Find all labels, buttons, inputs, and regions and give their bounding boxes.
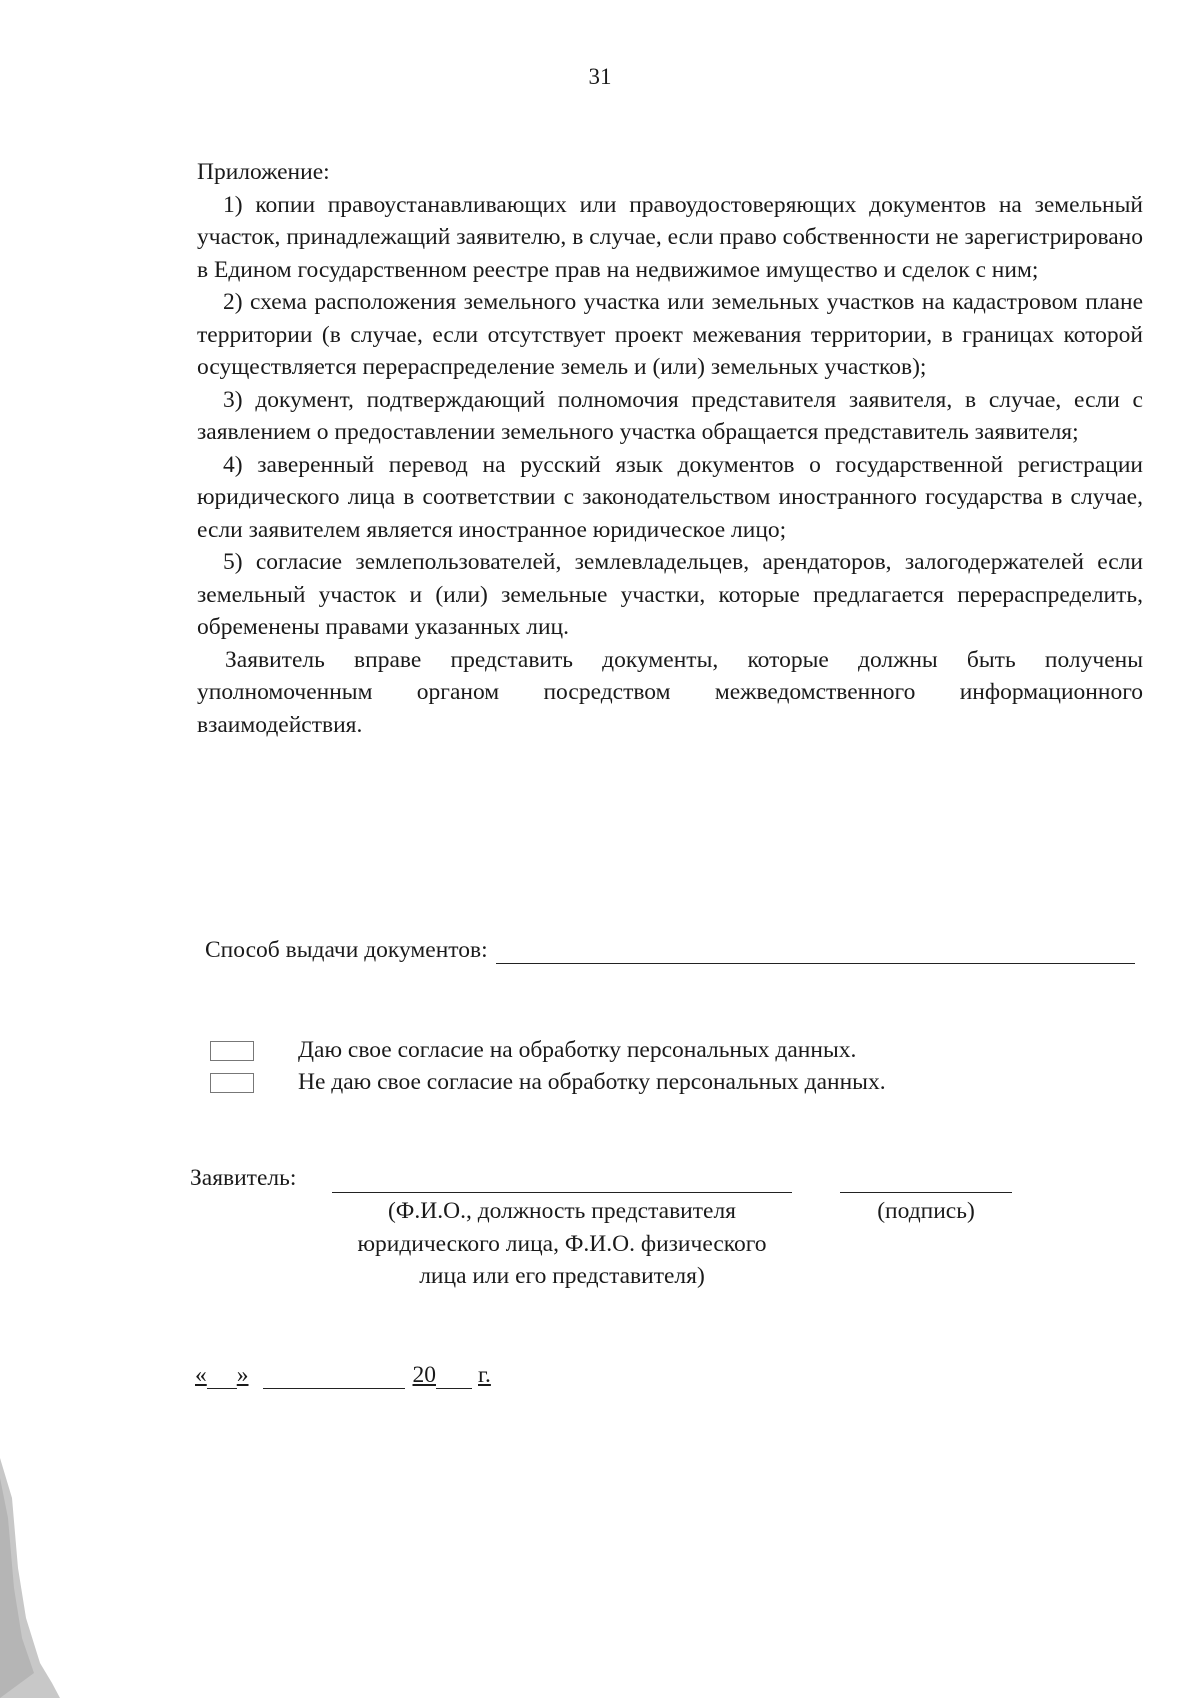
- consent-agree-label: Даю свое согласие на обработку персональных данных.: [298, 1037, 857, 1063]
- applicant-fio-field[interactable]: [332, 1192, 792, 1193]
- delivery-method-row: [205, 937, 1135, 964]
- date-year-suffix: г.: [478, 1362, 491, 1388]
- attachments-note: Заявитель вправе представить документы, которые должны быть получены уполномоченным органом посредством межведомственного информационного взаимодействия.: [197, 646, 1143, 738]
- date-year-prefix: 20: [412, 1362, 436, 1388]
- date-day-field[interactable]: [207, 1366, 237, 1389]
- consent-disagree-row: [210, 1069, 886, 1096]
- applicant-fio-caption: (Ф.И.О., должность представителя юридического лица, Ф.И.О. физического лица или его представителя): [357, 1198, 767, 1289]
- delivery-method-field[interactable]: [496, 939, 1135, 964]
- attachment-item-5: 5) согласие землепользователей, землевладельцев, арендаторов, залогодержателей если земельный участок и (или) земельные участки, которые предлагается перераспределить, обременены правами указанных лиц.: [197, 549, 1143, 640]
- consent-agree-checkbox[interactable]: [210, 1041, 254, 1061]
- scan-edge-shadow: [0, 1458, 60, 1698]
- date-open-quote: «: [195, 1362, 207, 1388]
- attachment-item-1: 1) копии правоустанавливающих или правоудостоверяющих документов на земельный участок, принадлежащий заявителю, в случае, если право собственности не зарегистрировано в Едином государственном реестре прав на недвижимое имущество и сделок с ним;: [197, 191, 1143, 283]
- consent-disagree-label: Не даю свое согласие на обработку персональных данных.: [298, 1069, 886, 1095]
- attachments-section: [197, 156, 1143, 741]
- consent-agree-row: [210, 1037, 856, 1064]
- applicant-label: Заявитель:: [190, 1165, 297, 1191]
- applicant-signature-caption: (подпись): [877, 1198, 975, 1224]
- attachments-heading: Приложение:: [197, 159, 330, 185]
- attachment-item-4: 4) заверенный перевод на русский язык документов о государственной регистрации юридического лица в соответствии с законодательством иностранного государства в случае, если заявителем является иностранное юридическое лицо;: [197, 451, 1143, 543]
- attachment-item-3: 3) документ, подтверждающий полномочия представителя заявителя, в случае, если с заявлением о предоставлении земельного участка обращается представитель заявителя;: [197, 386, 1143, 445]
- date-year-field[interactable]: [436, 1366, 472, 1389]
- applicant-signature-field[interactable]: [840, 1192, 1012, 1193]
- attachment-item-2: 2) схема расположения земельного участка или земельных участков на кадастровом плане территории (в случае, если отсутствует проект межевания территории, в границах которой осуществляется перераспределение земель и (или) земельных участков);: [197, 289, 1143, 380]
- date-month-field[interactable]: [263, 1366, 405, 1389]
- page-number: 31: [588, 64, 612, 89]
- date-row: [195, 1362, 491, 1389]
- delivery-method-label: Способ выдачи документов:: [205, 937, 488, 963]
- date-close-quote: »: [236, 1362, 249, 1388]
- consent-disagree-checkbox[interactable]: [210, 1073, 254, 1093]
